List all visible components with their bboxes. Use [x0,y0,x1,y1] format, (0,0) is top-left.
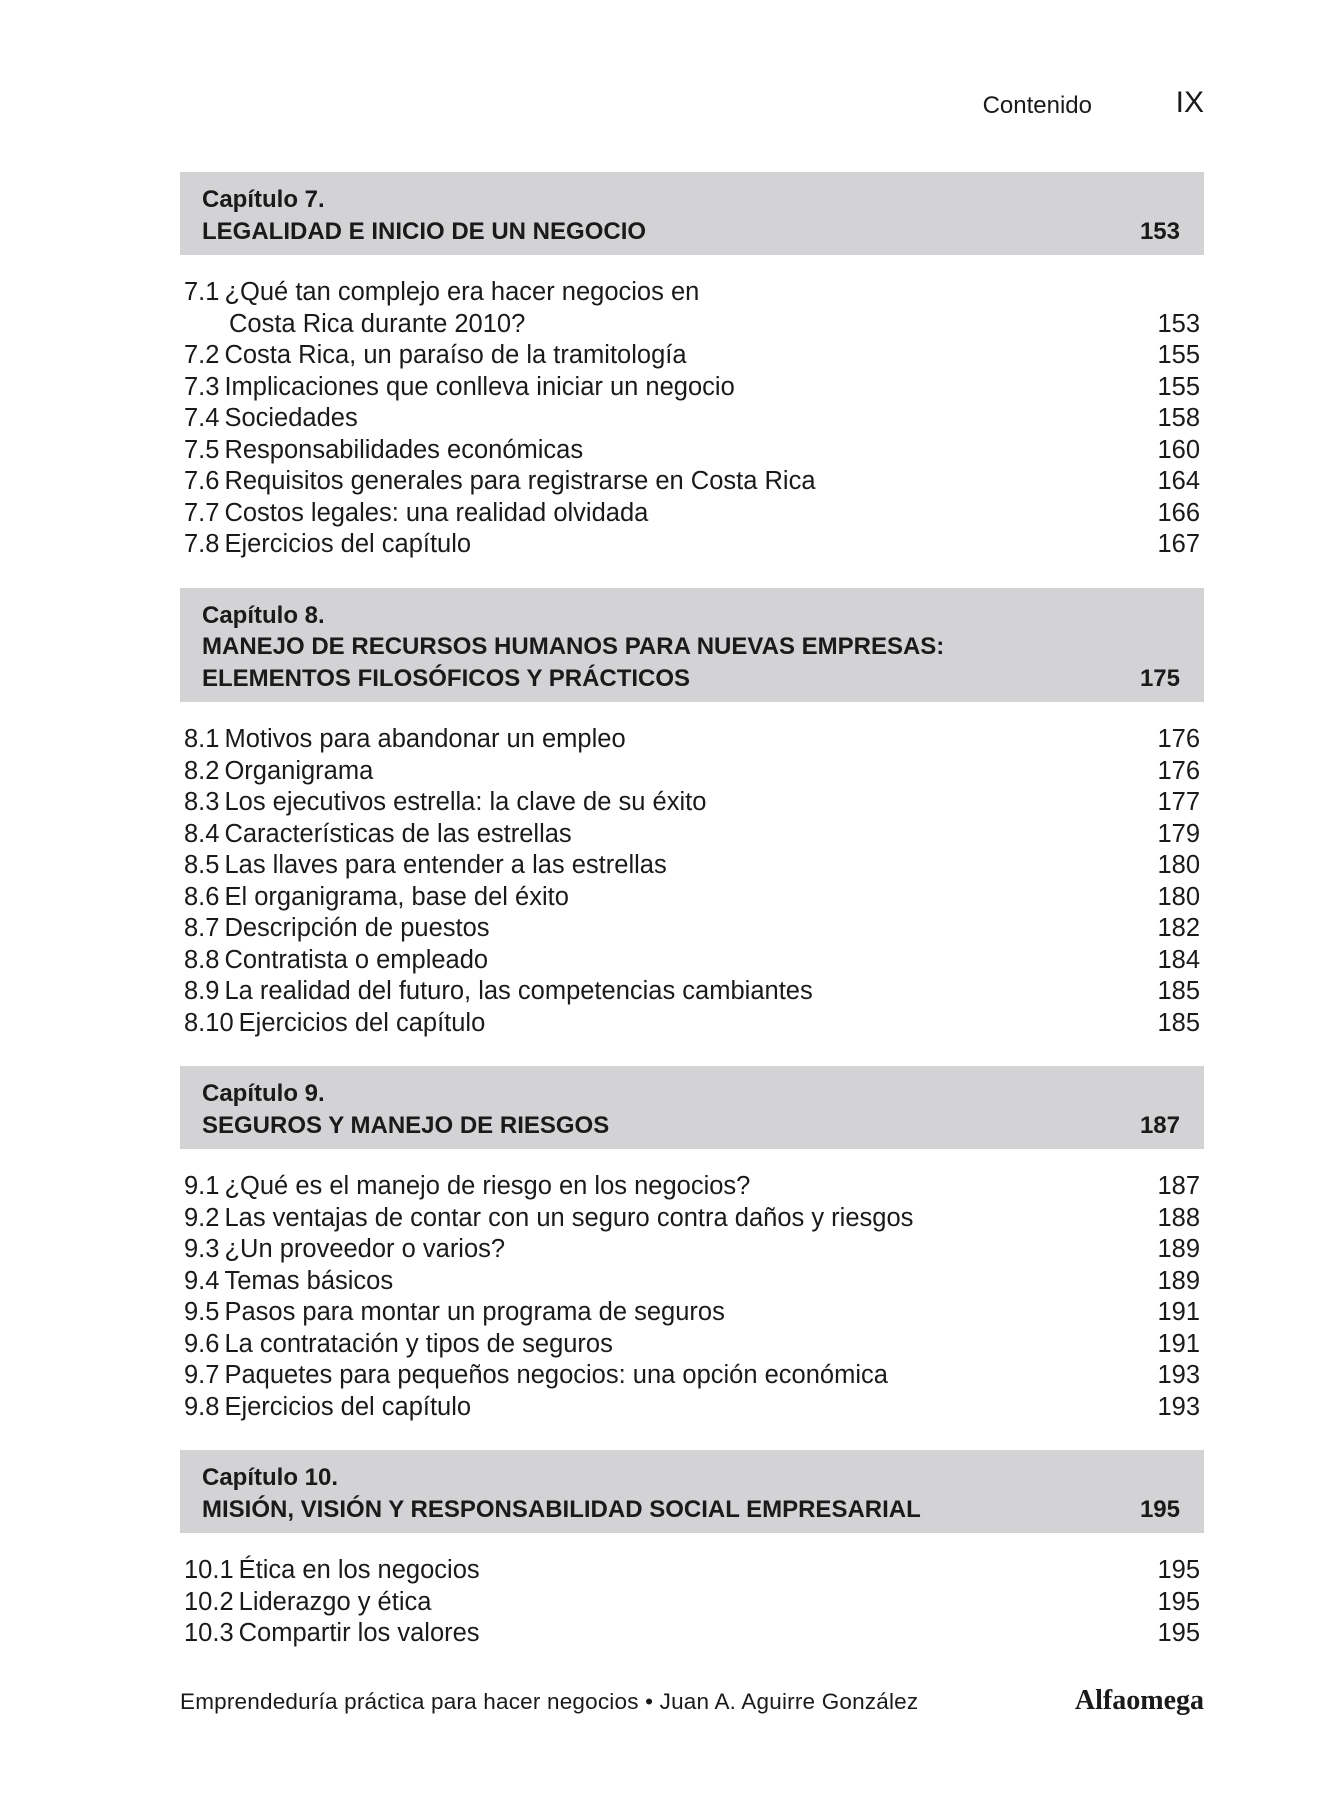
entry-page-number: 195 [1157,1556,1200,1584]
toc-entry[interactable] [180,1234,1204,1266]
chapter-title: SEGUROS Y MANEJO DE RIESGOS [202,1111,610,1139]
entry-number: 7.5 [184,435,220,464]
entry-title: Costa Rica, un paraíso de la tramitología [224,341,687,369]
entry-title: ¿Un proveedor o varios? [224,1235,506,1263]
chapter-heading[interactable] [180,1066,1204,1149]
publisher-logo: Alfaomega [1074,1685,1204,1716]
entry-title: Responsabilidades económicas [224,435,584,464]
entry-number: 9.8 [184,1392,220,1421]
entry-number: 9.1 [184,1172,220,1200]
entry-title: Ejercicios del capítulo [224,1392,472,1421]
entry-title: Paquetes para pequeños negocios: una opción económica [224,1361,888,1389]
page-number: IX [1175,86,1204,119]
entry-number: 8.10 [184,1008,234,1037]
chapter-label: Capítulo 8. [202,601,325,629]
toc-entry[interactable] [180,1266,1204,1298]
toc-entry[interactable] [180,913,1204,945]
toc-entry[interactable] [180,787,1204,819]
entry-page-number: 176 [1157,725,1200,753]
chapter-heading[interactable] [180,1450,1204,1533]
toc-entry[interactable] [180,340,1204,372]
entry-title: Ejercicios del capítulo [224,530,472,558]
entry-title: Características de las estrellas [224,819,572,848]
entry-number: 9.3 [184,1235,220,1263]
entry-title: Motivos para abandonar un empleo [224,725,626,753]
toc-entry[interactable] [180,756,1204,788]
chapter-page-number: 153 [1139,217,1180,245]
chapter-page-number: 187 [1139,1111,1180,1139]
entry-title: Las llaves para entender a las estrellas [224,851,667,879]
entry-number: 9.2 [184,1203,220,1232]
entry-page-number: 191 [1157,1329,1200,1358]
toc-entry[interactable] [180,1171,1204,1203]
entry-page-number: 166 [1157,498,1200,527]
chapter-label: Capítulo 9. [202,1080,325,1107]
entry-number: 8.3 [184,788,220,816]
entry-page-number: 187 [1157,1172,1200,1200]
entry-page-number: 195 [1157,1587,1200,1616]
chapter-label: Capítulo 7. [202,186,325,213]
entry-number: 8.2 [184,756,220,785]
entry-number: 9.7 [184,1361,220,1389]
entry-page-number: 188 [1157,1203,1200,1232]
toc-entry[interactable] [180,882,1204,914]
entry-page-number: 164 [1157,467,1200,495]
entry-number: 10.2 [184,1587,234,1616]
chapter-page-number: 195 [1139,1495,1180,1523]
entry-title: La realidad del futuro, las competencias cambiantes [224,977,813,1005]
chapter-title-line-1: MANEJO DE RECURSOS HUMANOS PARA NUEVAS EMPRESAS: [202,633,945,660]
entry-number: 7.6 [184,467,220,495]
entry-number: 9.4 [184,1266,220,1295]
chapter-title: LEGALIDAD E INICIO DE UN NEGOCIO [202,217,647,245]
page-header [180,86,1204,122]
toc-entry[interactable] [180,1392,1204,1424]
entry-list [180,724,1204,1039]
chapter-title-line-2: ELEMENTOS FILOSÓFICOS Y PRÁCTICOS [202,664,691,692]
entry-page-number: 155 [1157,372,1200,401]
entry-page-number: 176 [1157,756,1200,785]
entry-number: 10.1 [184,1556,234,1584]
entry-page-number: 191 [1157,1298,1200,1326]
chapter-heading[interactable] [180,588,1204,703]
entry-number: 8.7 [184,914,220,942]
entry-title: Sociedades [224,404,358,432]
entry-number: 7.7 [184,498,220,527]
entry-page-number: 158 [1157,404,1200,432]
entry-page-number: 182 [1157,914,1200,942]
entry-page-number: 184 [1157,945,1200,974]
chapter-heading[interactable] [180,172,1204,255]
chapter-page-number: 175 [1139,664,1180,692]
entry-number: 9.5 [184,1298,220,1326]
entry-page-number: 179 [1157,819,1200,848]
entry-page-number: 189 [1157,1235,1200,1263]
entry-title: Descripción de puestos [224,914,490,942]
entry-title: ¿Qué es el manejo de riesgo en los negocios? [224,1172,751,1200]
entry-page-number: 160 [1157,435,1200,464]
toc-entry[interactable] [180,1297,1204,1329]
chapter-label: Capítulo 10. [202,1464,339,1491]
chapter-section [180,1450,1204,1650]
entry-title: La contratación y tipos de seguros [224,1329,613,1358]
entry-number: 7.4 [184,404,220,432]
toc-entry[interactable] [180,1587,1204,1619]
entry-number: 7.3 [184,372,220,401]
toc-entry[interactable] [180,945,1204,977]
toc-entry[interactable] [180,277,1204,340]
entry-title: Temas básicos [224,1266,394,1295]
entry-number: 8.5 [184,851,220,879]
entry-page-number: 167 [1157,530,1200,558]
toc-entry[interactable] [180,529,1204,561]
entry-list [180,1171,1204,1423]
entry-title: Los ejecutivos estrella: la clave de su éxito [224,788,707,816]
toc-entry[interactable] [180,976,1204,1008]
toc-entry[interactable] [180,403,1204,435]
toc-entry[interactable] [180,1203,1204,1235]
chapter-section [180,1066,1204,1423]
entry-title: Las ventajas de contar con un seguro contra daños y riesgos [224,1203,914,1232]
entry-number: 8.1 [184,725,220,753]
entry-page-number: 180 [1157,882,1200,911]
entry-title: Compartir los valores [238,1619,480,1647]
toc-entry[interactable] [180,1555,1204,1587]
entry-page-number: 155 [1157,341,1200,369]
entry-page-number: 185 [1157,1008,1200,1037]
entry-page-number: 185 [1157,977,1200,1005]
entry-list [180,1555,1204,1650]
entry-number: 8.9 [184,977,220,1005]
chapter-section [180,588,1204,1040]
entry-title: Contratista o empleado [224,945,489,974]
toc-entry[interactable] [180,1360,1204,1392]
toc-entry[interactable] [180,1329,1204,1361]
chapter-title: MISIÓN, VISIÓN Y RESPONSABILIDAD SOCIAL EMPRESARIAL [202,1495,921,1523]
entry-number: 10.3 [184,1619,234,1647]
entry-page-number: 193 [1157,1392,1200,1421]
entry-title: Costos legales: una realidad olvidada [224,498,649,527]
entry-title: Pasos para montar un programa de seguros [224,1298,725,1326]
entry-number: 7.2 [184,341,220,369]
chapter-section [180,172,1204,561]
entry-page-number: 189 [1157,1266,1200,1295]
entry-title: El organigrama, base del éxito [224,882,569,911]
entry-title: ¿Qué tan complejo era hacer negocios en [224,278,700,306]
book-title-author: Emprendeduría práctica para hacer negocios • Juan A. Aguirre González [180,1689,919,1714]
entry-page-number: 193 [1157,1361,1200,1389]
entry-title: Requisitos generales para registrarse en Costa Rica [224,467,816,495]
entry-number: 8.6 [184,882,220,911]
entry-page-number: 153 [1157,309,1200,338]
table-of-contents [180,172,1204,1677]
entry-list [180,277,1204,561]
entry-page-number: 195 [1157,1619,1200,1647]
toc-entry[interactable] [180,498,1204,530]
entry-title: Ética en los negocios [238,1556,480,1584]
entry-page-number: 180 [1157,851,1200,879]
toc-entry[interactable] [180,724,1204,756]
page-footer [180,1685,1204,1725]
entry-title: Liderazgo y ética [238,1587,432,1616]
entry-number: 8.4 [184,819,220,848]
entry-number: 8.8 [184,945,220,974]
entry-title: Implicaciones que conlleva iniciar un negocio [224,372,735,401]
toc-entry[interactable] [180,850,1204,882]
toc-entry[interactable] [180,1618,1204,1650]
running-header-section: Contenido [982,92,1092,119]
entry-number: 7.1 [184,278,220,306]
entry-number: 7.8 [184,530,220,558]
entry-number: 9.6 [184,1329,220,1358]
entry-title-continuation: Costa Rica durante 2010? [229,309,526,338]
entry-title: Ejercicios del capítulo [238,1008,486,1037]
entry-page-number: 177 [1157,788,1200,816]
entry-title: Organigrama [224,756,374,785]
toc-entry[interactable] [180,819,1204,851]
toc-entry[interactable] [180,1008,1204,1040]
toc-entry[interactable] [180,435,1204,467]
toc-entry[interactable] [180,466,1204,498]
toc-entry[interactable] [180,372,1204,404]
